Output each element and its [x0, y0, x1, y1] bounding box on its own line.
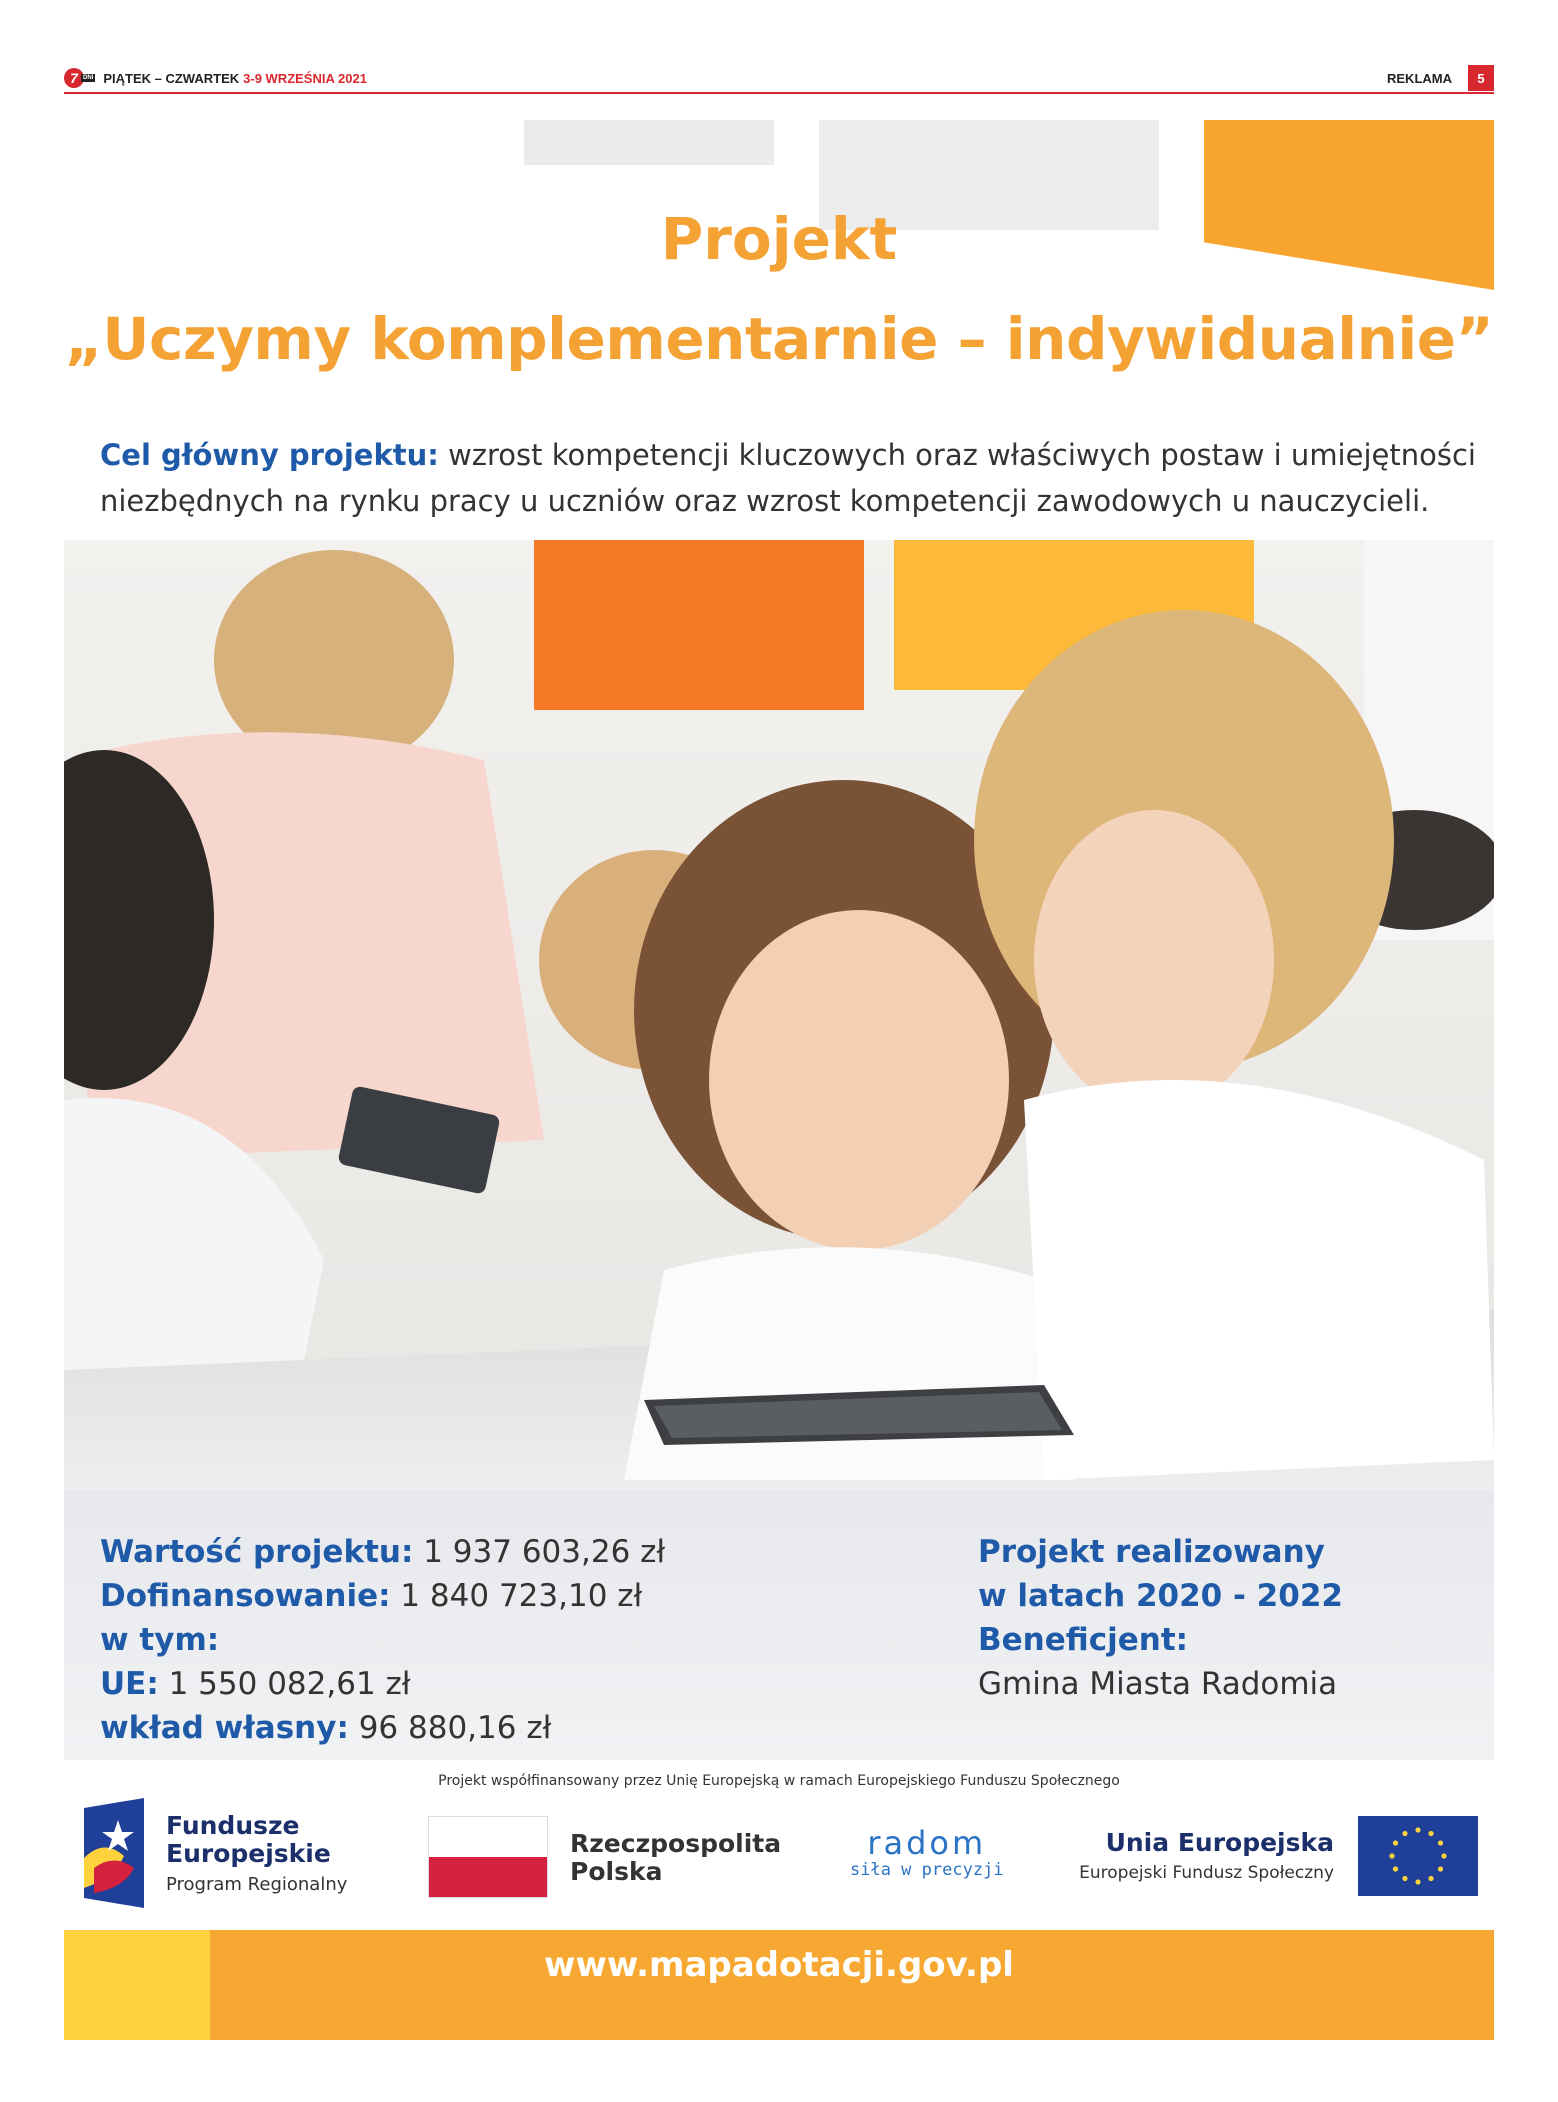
title-line-2: „Uczymy komplementarnie – indywidualnie”	[64, 305, 1494, 373]
eu-star	[1393, 1840, 1398, 1845]
eu-line-1: Unia Europejska	[1105, 1828, 1334, 1857]
value-amount: 1 937 603,26 zł	[413, 1534, 666, 1570]
issue-label: PIĄTEK – CZWARTEK	[103, 70, 240, 86]
beneficiary-label: Beneficjent:	[978, 1622, 1189, 1658]
eu-star	[1428, 1831, 1433, 1836]
eu-line-2: Europejski Fundusz Społeczny	[1079, 1863, 1334, 1883]
website-link[interactable]: www.mapadotacji.gov.pl	[544, 1945, 1014, 1985]
radom-name: radom	[867, 1824, 987, 1862]
project-period	[978, 1530, 1343, 1706]
eu-star	[1402, 1876, 1407, 1881]
project-info	[64, 1490, 1494, 1760]
footer-band	[64, 1930, 1494, 2040]
fe-line-2: Europejskie	[166, 1839, 331, 1868]
eu-flag-icon	[1358, 1816, 1478, 1896]
newspaper-logo	[64, 68, 95, 88]
title-line-1: Projekt	[660, 205, 898, 273]
eu-star	[1415, 1827, 1420, 1832]
own-contribution-amount: 96 880,16 zł	[348, 1710, 552, 1746]
page-header	[64, 64, 1494, 94]
realized-line-2: w latach 2020 - 2022	[978, 1578, 1343, 1614]
eu-star	[1393, 1866, 1398, 1871]
issue-date: 3-9 WRZEŚNIA 2021	[243, 70, 367, 86]
eu-star	[1389, 1853, 1394, 1858]
eu-star	[1438, 1840, 1443, 1845]
rp-line-1: Rzeczpospolita	[570, 1829, 782, 1858]
value-label: Wartość projektu:	[100, 1534, 414, 1570]
poland-flag-icon	[428, 1816, 548, 1898]
radom-tagline: siła w precyzji	[850, 1860, 1004, 1880]
page-number: 5	[1468, 65, 1494, 91]
section-label: REKLAMA	[1387, 70, 1452, 86]
realized-line-1: Projekt realizowany	[978, 1534, 1325, 1570]
logo-number: 7	[64, 68, 84, 88]
eu-star	[1415, 1879, 1420, 1884]
classroom-photo	[64, 540, 1494, 1490]
cofinancing-note: Projekt współfinansowany przez Unię Europejską w ramach Europejskiego Funduszu Społecznego	[438, 1773, 1120, 1789]
eu-star	[1441, 1853, 1446, 1858]
cofunding-label: Dofinansowanie:	[100, 1578, 391, 1614]
eu-star	[1402, 1831, 1407, 1836]
eu-star	[1438, 1866, 1443, 1871]
goal-label: Cel główny projektu:	[100, 438, 439, 472]
eu-logo-text	[1079, 1828, 1334, 1883]
rzeczpospolita-logo	[570, 1830, 781, 1886]
fe-line-1: Fundusze	[166, 1811, 300, 1840]
logo-tag: DNI	[83, 75, 94, 81]
beneficiary-name: Gmina Miasta Radomia	[978, 1666, 1338, 1702]
project-goal	[100, 432, 1490, 524]
rp-line-2: Polska	[570, 1857, 663, 1886]
funding-details	[100, 1530, 665, 1750]
fundusze-europejskie-logo	[166, 1812, 347, 1895]
cofunding-amount: 1 840 723,10 zł	[390, 1578, 643, 1614]
fe-line-3: Program Regionalny	[166, 1874, 348, 1895]
including-label: w tym:	[100, 1622, 220, 1658]
logos-row	[64, 1798, 1494, 1908]
eu-star	[1428, 1876, 1433, 1881]
goal-text: wzrost kompetencji kluczowych oraz właściwych postaw i umiejętności niezbędnych na rynku pracy u uczniów oraz wzrost kompetencji zawodowych u nauczycieli.	[100, 438, 1476, 518]
own-contribution-label: wkład własny:	[100, 1710, 349, 1746]
eu-amount: 1 550 082,61 zł	[158, 1666, 411, 1702]
eu-label: UE:	[100, 1666, 159, 1702]
radom-logo	[850, 1826, 1004, 1880]
fundusze-europejskie-icon	[84, 1798, 144, 1908]
